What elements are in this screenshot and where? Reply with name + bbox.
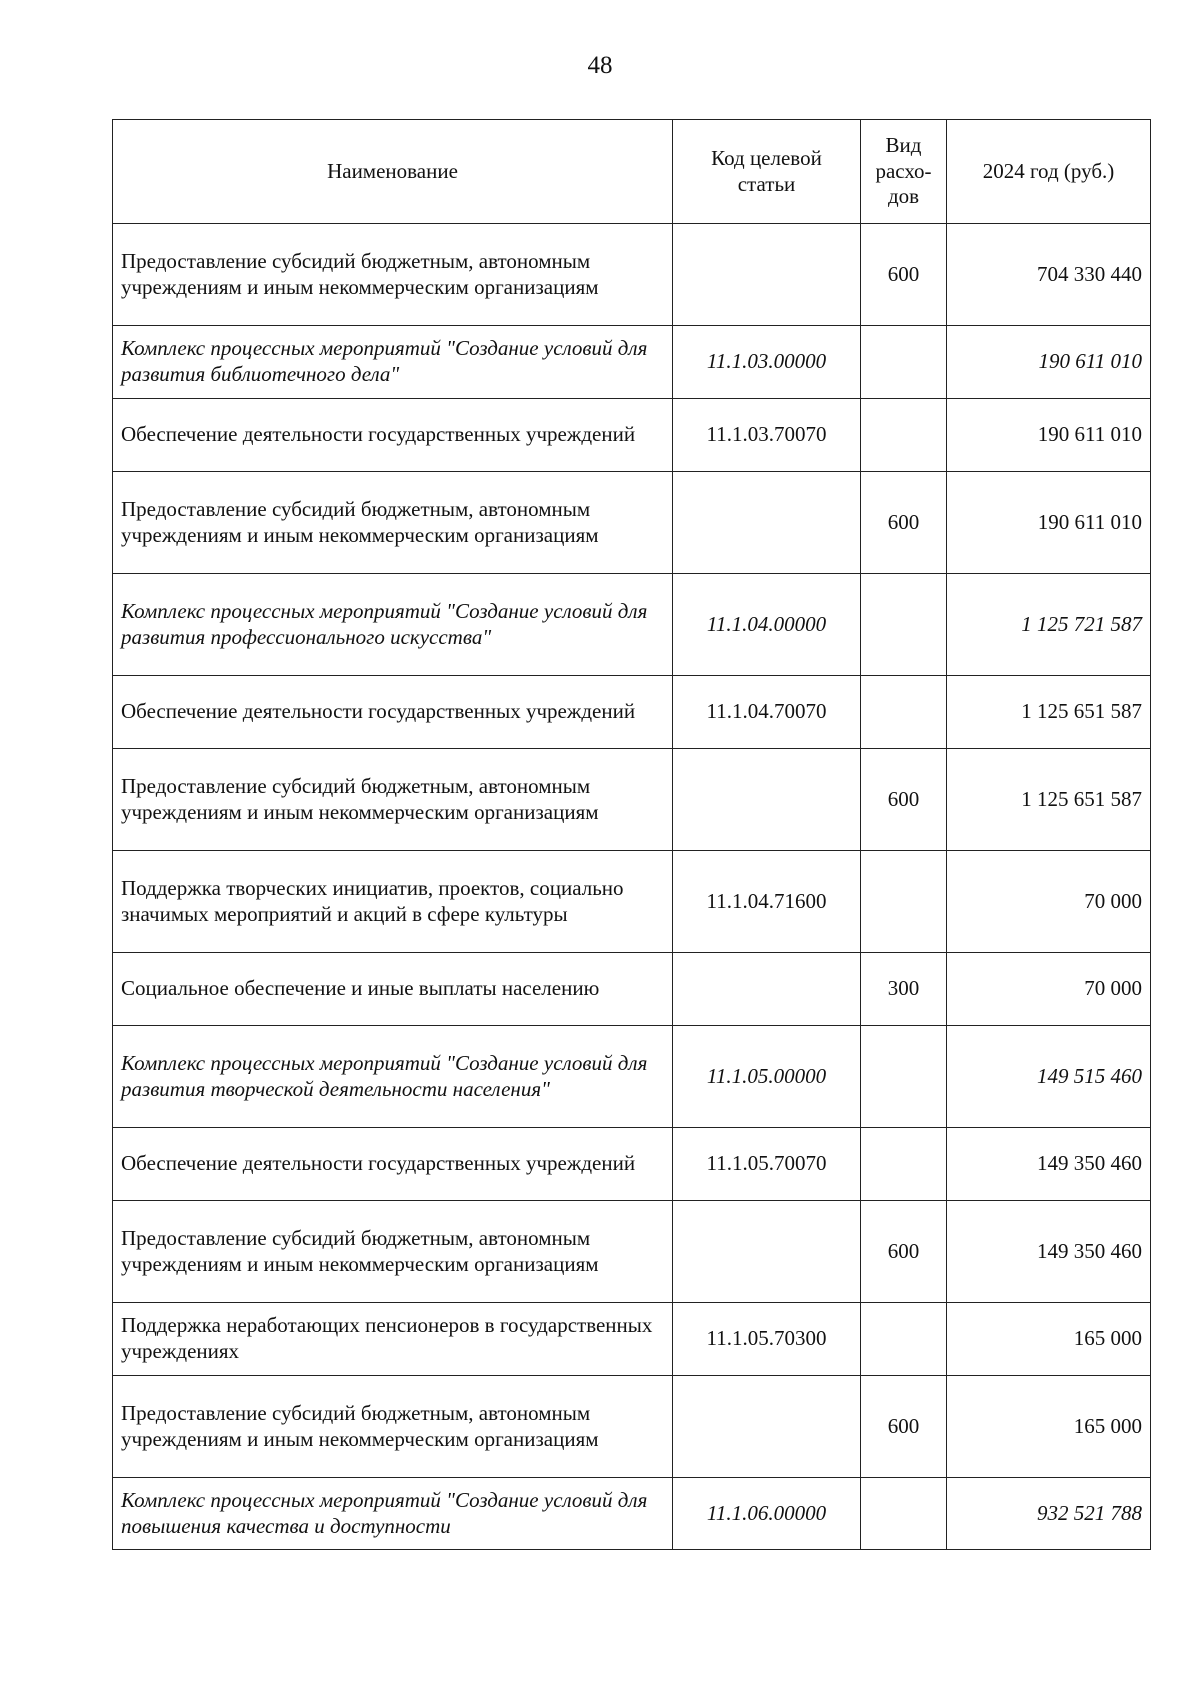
row-expense-type-cell: 600 xyxy=(861,224,947,326)
row-amount-cell: 165 000 xyxy=(947,1303,1151,1376)
row-expense-type-cell xyxy=(861,676,947,749)
row-expense-type-cell xyxy=(861,326,947,399)
row-name-cell: Социальное обеспечение и иные выплаты населению xyxy=(113,953,673,1026)
row-code-cell: 11.1.04.00000 xyxy=(673,574,861,676)
row-code-cell xyxy=(673,472,861,574)
row-name-cell: Обеспечение деятельности государственных учреждений xyxy=(113,1128,673,1201)
row-name-cell: Предоставление субсидий бюджетным, автономным учреждениям и иным некоммерческим организациям xyxy=(113,224,673,326)
header-type: Вид расхо-дов xyxy=(861,120,947,224)
row-name-cell: Обеспечение деятельности государственных учреждений xyxy=(113,676,673,749)
table-row xyxy=(113,326,1151,399)
row-amount-cell: 149 350 460 xyxy=(947,1128,1151,1201)
row-amount-cell: 165 000 xyxy=(947,1376,1151,1478)
row-amount-cell: 149 350 460 xyxy=(947,1201,1151,1303)
row-amount-cell: 70 000 xyxy=(947,851,1151,953)
row-code-cell xyxy=(673,224,861,326)
row-code-cell xyxy=(673,953,861,1026)
row-amount-cell: 70 000 xyxy=(947,953,1151,1026)
row-code-cell: 11.1.03.00000 xyxy=(673,326,861,399)
table-header-row xyxy=(113,120,1151,224)
row-amount-cell: 190 611 010 xyxy=(947,472,1151,574)
row-amount-cell: 190 611 010 xyxy=(947,326,1151,399)
row-name-cell: Комплекс процессных мероприятий "Создание условий для развития библиотечного дела" xyxy=(113,326,673,399)
row-amount-cell: 149 515 460 xyxy=(947,1026,1151,1128)
row-name-cell: Предоставление субсидий бюджетным, автономным учреждениям и иным некоммерческим организациям xyxy=(113,749,673,851)
row-name-cell: Комплекс процессных мероприятий "Создание условий для развития творческой деятельности населения" xyxy=(113,1026,673,1128)
row-amount-cell: 1 125 651 587 xyxy=(947,749,1151,851)
table-row xyxy=(113,1376,1151,1478)
row-name-cell: Обеспечение деятельности государственных учреждений xyxy=(113,399,673,472)
header-amount: 2024 год (руб.) xyxy=(947,120,1151,224)
row-name-cell: Поддержка творческих инициатив, проектов, социально значимых мероприятий и акций в сфере культуры xyxy=(113,851,673,953)
row-code-cell: 11.1.05.00000 xyxy=(673,1026,861,1128)
row-amount-cell: 704 330 440 xyxy=(947,224,1151,326)
row-name-cell: Предоставление субсидий бюджетным, автономным учреждениям и иным некоммерческим организациям xyxy=(113,1376,673,1478)
row-expense-type-cell: 600 xyxy=(861,472,947,574)
row-amount-cell: 190 611 010 xyxy=(947,399,1151,472)
row-code-cell: 11.1.03.70070 xyxy=(673,399,861,472)
table-row xyxy=(113,1026,1151,1128)
row-expense-type-cell xyxy=(861,1303,947,1376)
row-expense-type-cell xyxy=(861,1128,947,1201)
row-expense-type-cell xyxy=(861,399,947,472)
row-name-cell: Комплекс процессных мероприятий "Создание условий для развития профессионального искусства" xyxy=(113,574,673,676)
table-row xyxy=(113,749,1151,851)
row-code-cell: 11.1.04.70070 xyxy=(673,676,861,749)
row-code-cell: 11.1.04.71600 xyxy=(673,851,861,953)
page-number: 48 xyxy=(587,52,613,79)
table-row xyxy=(113,1128,1151,1201)
row-expense-type-cell: 600 xyxy=(861,749,947,851)
budget-table xyxy=(112,119,1151,1550)
table-row xyxy=(113,851,1151,953)
table-row xyxy=(113,399,1151,472)
table-row xyxy=(113,472,1151,574)
row-name-cell: Поддержка неработающих пенсионеров в государственных учреждениях xyxy=(113,1303,673,1376)
table-row xyxy=(113,953,1151,1026)
row-expense-type-cell xyxy=(861,1026,947,1128)
row-expense-type-cell: 300 xyxy=(861,953,947,1026)
row-code-cell: 11.1.06.00000 xyxy=(673,1478,861,1550)
table-row xyxy=(113,574,1151,676)
row-code-cell: 11.1.05.70300 xyxy=(673,1303,861,1376)
row-expense-type-cell xyxy=(861,1478,947,1550)
table-body xyxy=(113,224,1151,1550)
row-name-cell: Комплекс процессных мероприятий "Создание условий для повышения качества и доступности xyxy=(113,1478,673,1550)
row-code-cell xyxy=(673,749,861,851)
table-row xyxy=(113,1303,1151,1376)
row-name-cell: Предоставление субсидий бюджетным, автономным учреждениям и иным некоммерческим организациям xyxy=(113,1201,673,1303)
row-name-cell: Предоставление субсидий бюджетным, автономным учреждениям и иным некоммерческим организациям xyxy=(113,472,673,574)
row-amount-cell: 1 125 721 587 xyxy=(947,574,1151,676)
table-row xyxy=(113,1201,1151,1303)
row-code-cell xyxy=(673,1376,861,1478)
row-code-cell: 11.1.05.70070 xyxy=(673,1128,861,1201)
header-name: Наименование xyxy=(113,120,673,224)
table-row xyxy=(113,224,1151,326)
header-code: Код целевой статьи xyxy=(673,120,861,224)
row-amount-cell: 932 521 788 xyxy=(947,1478,1151,1550)
row-expense-type-cell: 600 xyxy=(861,1376,947,1478)
table-row xyxy=(113,676,1151,749)
row-expense-type-cell: 600 xyxy=(861,1201,947,1303)
row-code-cell xyxy=(673,1201,861,1303)
row-expense-type-cell xyxy=(861,574,947,676)
row-amount-cell: 1 125 651 587 xyxy=(947,676,1151,749)
table-row xyxy=(113,1478,1151,1550)
row-expense-type-cell xyxy=(861,851,947,953)
